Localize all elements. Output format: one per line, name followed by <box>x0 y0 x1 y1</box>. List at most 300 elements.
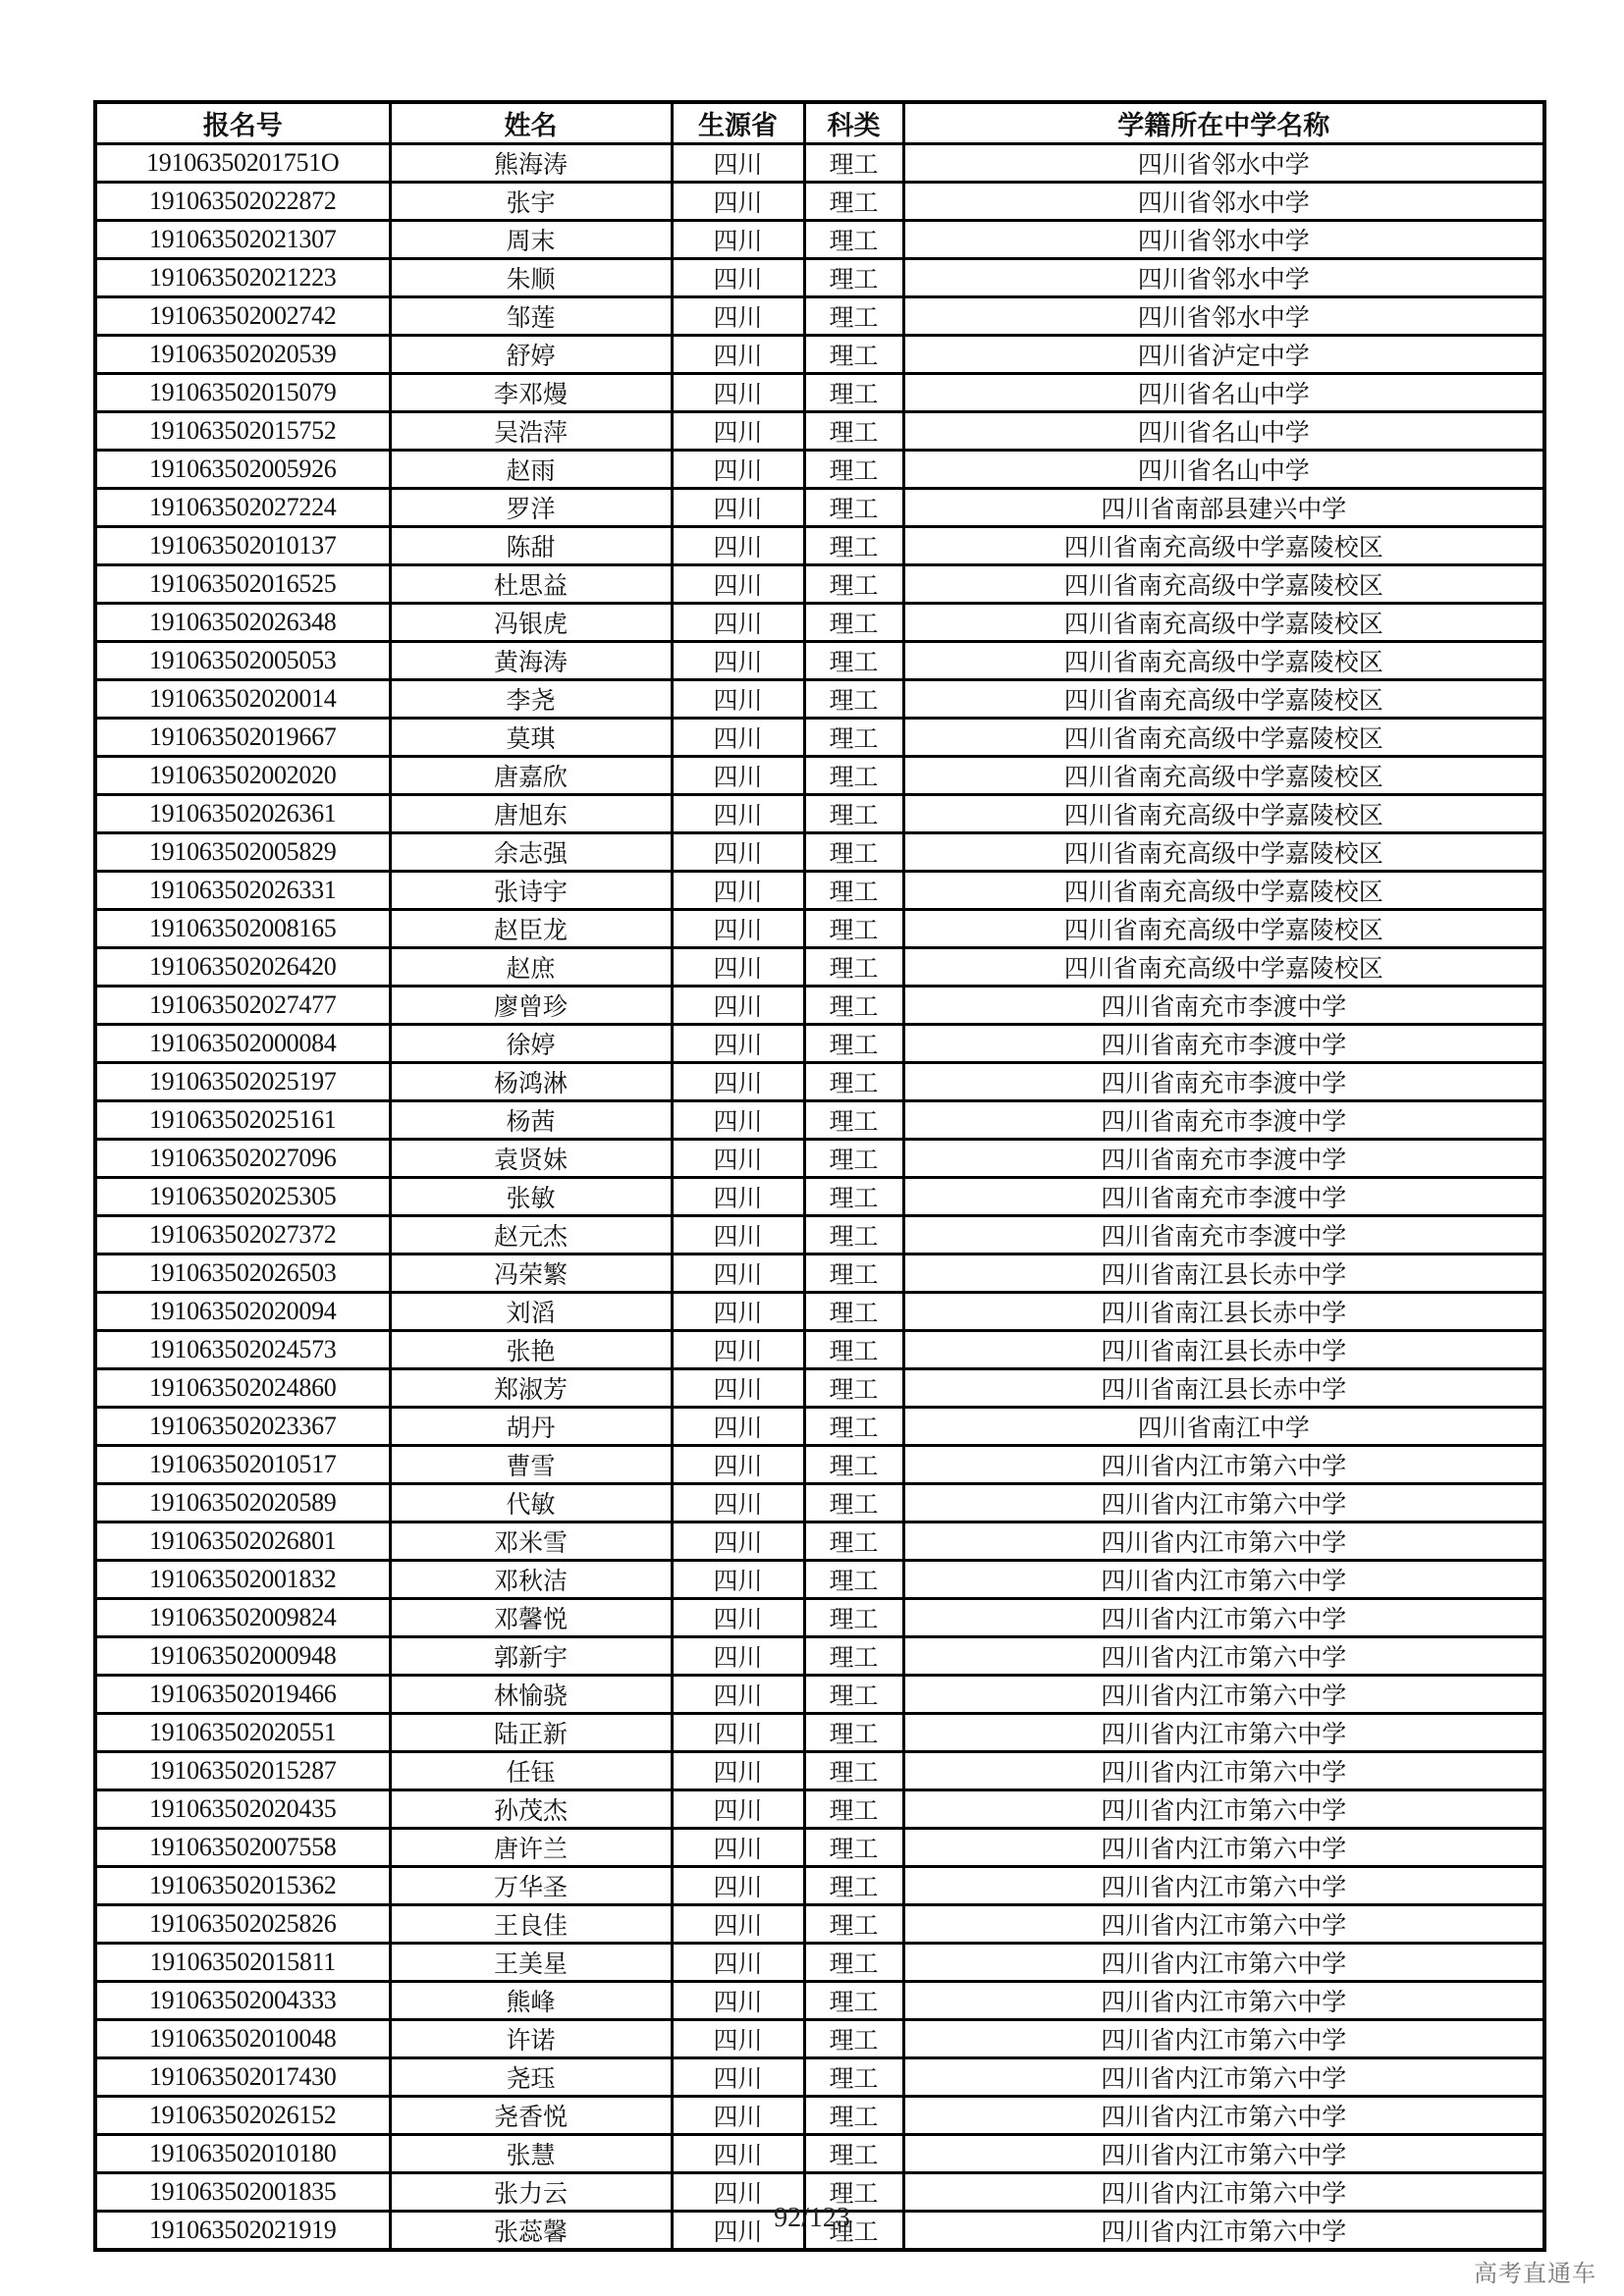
subject-category-cell: 理工 <box>804 680 903 719</box>
subject-category-cell: 理工 <box>804 1637 903 1676</box>
table-row <box>95 872 1544 910</box>
student-name-cell: 尧珏 <box>390 2058 672 2097</box>
student-name-cell: 朱顺 <box>390 259 672 297</box>
registration-number-cell: 191063502022872 <box>95 183 390 221</box>
student-name-cell: 张敏 <box>390 1178 672 1216</box>
student-name-cell: 王良佳 <box>390 1905 672 1944</box>
source-province-cell: 四川 <box>672 1944 804 1982</box>
school-name-cell: 四川省名山中学 <box>903 412 1544 451</box>
registration-number-cell: 191063502002742 <box>95 297 390 336</box>
table-row <box>95 1637 1544 1676</box>
student-name-cell: 邓米雪 <box>390 1522 672 1561</box>
student-name-cell: 孙茂杰 <box>390 1790 672 1829</box>
registration-number-cell: 191063502020551 <box>95 1714 390 1752</box>
school-name-cell: 四川省南充市李渡中学 <box>903 1025 1544 1063</box>
student-name-cell: 赵臣龙 <box>390 910 672 948</box>
subject-category-cell: 理工 <box>804 1484 903 1522</box>
table-row <box>95 987 1544 1025</box>
source-province-cell: 四川 <box>672 1676 804 1714</box>
source-province-cell: 四川 <box>672 1829 804 1867</box>
student-name-cell: 张蕊馨 <box>390 2212 672 2251</box>
registration-number-cell: 191063502008165 <box>95 910 390 948</box>
registration-number-cell: 191063502025161 <box>95 1101 390 1140</box>
subject-category-cell: 理工 <box>804 144 903 183</box>
source-province-cell: 四川 <box>672 451 804 489</box>
registration-number-cell: 191063502027372 <box>95 1216 390 1255</box>
source-province-cell: 四川 <box>672 2173 804 2212</box>
source-province-cell: 四川 <box>672 1867 804 1905</box>
source-province-cell: 四川 <box>672 795 804 833</box>
school-name-cell: 四川省南充市李渡中学 <box>903 1178 1544 1216</box>
table-row <box>95 1140 1544 1178</box>
table-row <box>95 1676 1544 1714</box>
school-name-cell: 四川省南江中学 <box>903 1408 1544 1446</box>
student-name-cell: 黄海涛 <box>390 642 672 680</box>
student-name-cell: 冯荣繁 <box>390 1255 672 1293</box>
subject-category-cell: 理工 <box>804 221 903 259</box>
student-name-cell: 赵元杰 <box>390 1216 672 1255</box>
table-row <box>95 527 1544 565</box>
subject-category-cell: 理工 <box>804 1408 903 1446</box>
school-name-cell: 四川省内江市第六中学 <box>903 1561 1544 1599</box>
header-source-province: 生源省 <box>672 102 804 144</box>
source-province-cell: 四川 <box>672 1408 804 1446</box>
subject-category-cell: 理工 <box>804 642 903 680</box>
registration-number-cell: 191063502020435 <box>95 1790 390 1829</box>
student-name-cell: 郑淑芳 <box>390 1369 672 1408</box>
school-name-cell: 四川省泸定中学 <box>903 336 1544 374</box>
school-name-cell: 四川省南充市李渡中学 <box>903 1216 1544 1255</box>
registration-number-cell: 191063502010517 <box>95 1446 390 1484</box>
subject-category-cell: 理工 <box>804 1369 903 1408</box>
source-province-cell: 四川 <box>672 1599 804 1637</box>
source-province-cell: 四川 <box>672 680 804 719</box>
subject-category-cell: 理工 <box>804 1331 903 1369</box>
subject-category-cell: 理工 <box>804 183 903 221</box>
subject-category-cell: 理工 <box>804 1829 903 1867</box>
registration-number-cell: 191063502004333 <box>95 1982 390 2020</box>
school-name-cell: 四川省邻水中学 <box>903 297 1544 336</box>
school-name-cell: 四川省南充市李渡中学 <box>903 1101 1544 1140</box>
source-province-cell: 四川 <box>672 2097 804 2135</box>
school-name-cell: 四川省内江市第六中学 <box>903 1752 1544 1790</box>
subject-category-cell: 理工 <box>804 2020 903 2058</box>
source-province-cell: 四川 <box>672 2020 804 2058</box>
subject-category-cell: 理工 <box>804 297 903 336</box>
student-name-cell: 周末 <box>390 221 672 259</box>
table-row <box>95 719 1544 757</box>
school-name-cell: 四川省内江市第六中学 <box>903 1599 1544 1637</box>
table-row <box>95 2020 1544 2058</box>
table-row <box>95 183 1544 221</box>
registration-number-cell: 191063502015079 <box>95 374 390 412</box>
school-name-cell: 四川省内江市第六中学 <box>903 2058 1544 2097</box>
admission-roster-table <box>93 100 1546 2252</box>
registration-number-cell: 191063502021223 <box>95 259 390 297</box>
subject-category-cell: 理工 <box>804 1522 903 1561</box>
student-name-cell: 胡丹 <box>390 1408 672 1446</box>
source-province-cell: 四川 <box>672 872 804 910</box>
student-name-cell: 张宇 <box>390 183 672 221</box>
source-province-cell: 四川 <box>672 1101 804 1140</box>
registration-number-cell: 191063502015811 <box>95 1944 390 1982</box>
registration-number-cell: 191063502010137 <box>95 527 390 565</box>
subject-category-cell: 理工 <box>804 1025 903 1063</box>
school-name-cell: 四川省南充高级中学嘉陵校区 <box>903 642 1544 680</box>
student-name-cell: 郭新宇 <box>390 1637 672 1676</box>
source-province-cell: 四川 <box>672 1255 804 1293</box>
student-name-cell: 罗洋 <box>390 489 672 527</box>
registration-number-cell: 191063502007558 <box>95 1829 390 1867</box>
subject-category-cell: 理工 <box>804 1676 903 1714</box>
registration-number-cell: 191063502016525 <box>95 565 390 604</box>
subject-category-cell: 理工 <box>804 1178 903 1216</box>
student-name-cell: 杜思益 <box>390 565 672 604</box>
student-name-cell: 赵庶 <box>390 948 672 987</box>
student-name-cell: 李邓熳 <box>390 374 672 412</box>
table-row <box>95 336 1544 374</box>
source-province-cell: 四川 <box>672 987 804 1025</box>
school-name-cell: 四川省内江市第六中学 <box>903 2020 1544 2058</box>
registration-number-cell: 191063502017430 <box>95 2058 390 2097</box>
registration-number-cell: 191063502024860 <box>95 1369 390 1408</box>
registration-number-cell: 191063502020094 <box>95 1293 390 1331</box>
school-name-cell: 四川省内江市第六中学 <box>903 1867 1544 1905</box>
source-province-cell: 四川 <box>672 1561 804 1599</box>
source-province-cell: 四川 <box>672 1369 804 1408</box>
school-name-cell: 四川省邻水中学 <box>903 221 1544 259</box>
registration-number-cell: 191063502002020 <box>95 757 390 795</box>
source-province-cell: 四川 <box>672 1178 804 1216</box>
school-name-cell: 四川省南充高级中学嘉陵校区 <box>903 795 1544 833</box>
registration-number-cell: 191063502019667 <box>95 719 390 757</box>
table-row <box>95 1752 1544 1790</box>
registration-number-cell: 191063502005926 <box>95 451 390 489</box>
student-name-cell: 徐婷 <box>390 1025 672 1063</box>
table-row <box>95 1255 1544 1293</box>
table-row <box>95 297 1544 336</box>
registration-number-cell: 191063502026503 <box>95 1255 390 1293</box>
table-row <box>95 1369 1544 1408</box>
school-name-cell: 四川省内江市第六中学 <box>903 2097 1544 2135</box>
school-name-cell: 四川省内江市第六中学 <box>903 1790 1544 1829</box>
student-name-cell: 许诺 <box>390 2020 672 2058</box>
subject-category-cell: 理工 <box>804 1790 903 1829</box>
source-province-cell: 四川 <box>672 1484 804 1522</box>
registration-number-cell: 191063502020589 <box>95 1484 390 1522</box>
school-name-cell: 四川省内江市第六中学 <box>903 1522 1544 1561</box>
student-name-cell: 尧香悦 <box>390 2097 672 2135</box>
subject-category-cell: 理工 <box>804 2135 903 2173</box>
school-name-cell: 四川省南江县长赤中学 <box>903 1293 1544 1331</box>
student-name-cell: 邹莲 <box>390 297 672 336</box>
subject-category-cell: 理工 <box>804 604 903 642</box>
subject-category-cell: 理工 <box>804 336 903 374</box>
registration-number-cell: 191063502015287 <box>95 1752 390 1790</box>
subject-category-cell: 理工 <box>804 565 903 604</box>
student-name-cell: 林愉骁 <box>390 1676 672 1714</box>
table-row <box>95 680 1544 719</box>
registration-number-cell: 191063502027224 <box>95 489 390 527</box>
registration-number-cell: 191063502015752 <box>95 412 390 451</box>
table-row <box>95 910 1544 948</box>
source-province-cell: 四川 <box>672 565 804 604</box>
table-row <box>95 1408 1544 1446</box>
registration-number-cell: 191063502026152 <box>95 2097 390 2135</box>
subject-category-cell: 理工 <box>804 2212 903 2251</box>
school-name-cell: 四川省南充高级中学嘉陵校区 <box>903 833 1544 872</box>
table-row <box>95 833 1544 872</box>
subject-category-cell: 理工 <box>804 719 903 757</box>
source-province-cell: 四川 <box>672 489 804 527</box>
table-row <box>95 221 1544 259</box>
student-name-cell: 张力云 <box>390 2173 672 2212</box>
student-name-cell: 邓秋洁 <box>390 1561 672 1599</box>
student-name-cell: 莫琪 <box>390 719 672 757</box>
source-province-cell: 四川 <box>672 1905 804 1944</box>
student-name-cell: 赵雨 <box>390 451 672 489</box>
subject-category-cell: 理工 <box>804 948 903 987</box>
registration-number-cell: 191063502019466 <box>95 1676 390 1714</box>
source-province-cell: 四川 <box>672 412 804 451</box>
table-row <box>95 795 1544 833</box>
table-row <box>95 1714 1544 1752</box>
table-body <box>95 144 1544 2251</box>
registration-number-cell: 191063502026801 <box>95 1522 390 1561</box>
student-name-cell: 李尧 <box>390 680 672 719</box>
school-name-cell: 四川省南充市李渡中学 <box>903 987 1544 1025</box>
registration-number-cell: 191063502026361 <box>95 795 390 833</box>
student-name-cell: 陈甜 <box>390 527 672 565</box>
student-name-cell: 吴浩萍 <box>390 412 672 451</box>
school-name-cell: 四川省内江市第六中学 <box>903 1944 1544 1982</box>
table-row <box>95 144 1544 183</box>
source-province-cell: 四川 <box>672 1522 804 1561</box>
registration-number-cell: 191063502026348 <box>95 604 390 642</box>
source-province-cell: 四川 <box>672 1063 804 1101</box>
table-row <box>95 2135 1544 2173</box>
school-name-cell: 四川省南充市李渡中学 <box>903 1063 1544 1101</box>
source-province-cell: 四川 <box>672 604 804 642</box>
source-province-cell: 四川 <box>672 757 804 795</box>
school-name-cell: 四川省南充市李渡中学 <box>903 1140 1544 1178</box>
student-name-cell: 唐嘉欣 <box>390 757 672 795</box>
registration-number-cell: 191063502005829 <box>95 833 390 872</box>
source-province-cell: 四川 <box>672 948 804 987</box>
page-number: 92/123 <box>774 2203 850 2233</box>
subject-category-cell: 理工 <box>804 2097 903 2135</box>
subject-category-cell: 理工 <box>804 1944 903 1982</box>
registration-number-cell: 191063502005053 <box>95 642 390 680</box>
school-name-cell: 四川省南充高级中学嘉陵校区 <box>903 719 1544 757</box>
source-province-cell: 四川 <box>672 1637 804 1676</box>
registration-number-cell: 191063502021307 <box>95 221 390 259</box>
header-subject-category: 科类 <box>804 102 903 144</box>
school-name-cell: 四川省内江市第六中学 <box>903 1484 1544 1522</box>
subject-category-cell: 理工 <box>804 1140 903 1178</box>
subject-category-cell: 理工 <box>804 910 903 948</box>
student-name-cell: 熊峰 <box>390 1982 672 2020</box>
source-province-cell: 四川 <box>672 259 804 297</box>
table-row <box>95 451 1544 489</box>
source-province-cell: 四川 <box>672 1982 804 2020</box>
student-name-cell: 舒婷 <box>390 336 672 374</box>
school-name-cell: 四川省南江县长赤中学 <box>903 1369 1544 1408</box>
table-row <box>95 948 1544 987</box>
table-row <box>95 1063 1544 1101</box>
student-name-cell: 王美星 <box>390 1944 672 1982</box>
school-name-cell: 四川省内江市第六中学 <box>903 1982 1544 2020</box>
student-name-cell: 杨鸿淋 <box>390 1063 672 1101</box>
registration-number-cell: 191063502001835 <box>95 2173 390 2212</box>
source-province-cell: 四川 <box>672 144 804 183</box>
table-row <box>95 1905 1544 1944</box>
student-name-cell: 刘滔 <box>390 1293 672 1331</box>
school-name-cell: 四川省邻水中学 <box>903 144 1544 183</box>
registration-number-cell: 191063502023367 <box>95 1408 390 1446</box>
student-name-cell: 袁贤妹 <box>390 1140 672 1178</box>
table-row <box>95 1867 1544 1905</box>
watermark-logo-text: 高考直通车 <box>1474 2260 1597 2287</box>
source-province-cell: 四川 <box>672 833 804 872</box>
header-name: 姓名 <box>390 102 672 144</box>
student-name-cell: 万华圣 <box>390 1867 672 1905</box>
school-name-cell: 四川省内江市第六中学 <box>903 2173 1544 2212</box>
registration-number-cell: 191063502024573 <box>95 1331 390 1369</box>
source-province-cell: 四川 <box>672 1331 804 1369</box>
registration-number-cell: 191063502001832 <box>95 1561 390 1599</box>
subject-category-cell: 理工 <box>804 2058 903 2097</box>
school-name-cell: 四川省邻水中学 <box>903 259 1544 297</box>
subject-category-cell: 理工 <box>804 757 903 795</box>
school-name-cell: 四川省名山中学 <box>903 374 1544 412</box>
source-province-cell: 四川 <box>672 1025 804 1063</box>
source-province-cell: 四川 <box>672 642 804 680</box>
subject-category-cell: 理工 <box>804 833 903 872</box>
table-row <box>95 1790 1544 1829</box>
registration-number-cell: 191063502027477 <box>95 987 390 1025</box>
subject-category-cell: 理工 <box>804 489 903 527</box>
registration-number-cell: 19106350201751O <box>95 144 390 183</box>
subject-category-cell: 理工 <box>804 1216 903 1255</box>
header-registration-number: 报名号 <box>95 102 390 144</box>
table-row <box>95 1101 1544 1140</box>
school-name-cell: 四川省内江市第六中学 <box>903 1676 1544 1714</box>
subject-category-cell: 理工 <box>804 1561 903 1599</box>
registration-number-cell: 191063502010048 <box>95 2020 390 2058</box>
table-row <box>95 642 1544 680</box>
subject-category-cell: 理工 <box>804 872 903 910</box>
source-province-cell: 四川 <box>672 221 804 259</box>
registration-number-cell: 191063502025197 <box>95 1063 390 1101</box>
table-row <box>95 1522 1544 1561</box>
table-row <box>95 604 1544 642</box>
table-header-row <box>95 102 1544 144</box>
registration-number-cell: 191063502027096 <box>95 1140 390 1178</box>
subject-category-cell: 理工 <box>804 527 903 565</box>
student-name-cell: 唐旭东 <box>390 795 672 833</box>
source-province-cell: 四川 <box>672 2058 804 2097</box>
school-name-cell: 四川省名山中学 <box>903 451 1544 489</box>
table-row <box>95 1561 1544 1599</box>
school-name-cell: 四川省南充高级中学嘉陵校区 <box>903 757 1544 795</box>
table-row <box>95 1293 1544 1331</box>
subject-category-cell: 理工 <box>804 1293 903 1331</box>
subject-category-cell: 理工 <box>804 1446 903 1484</box>
registration-number-cell: 191063502025826 <box>95 1905 390 1944</box>
school-name-cell: 四川省南充高级中学嘉陵校区 <box>903 872 1544 910</box>
subject-category-cell: 理工 <box>804 1752 903 1790</box>
registration-number-cell: 191063502021919 <box>95 2212 390 2251</box>
registration-number-cell: 191063502020539 <box>95 336 390 374</box>
table-row <box>95 412 1544 451</box>
subject-category-cell: 理工 <box>804 1101 903 1140</box>
source-province-cell: 四川 <box>672 1714 804 1752</box>
subject-category-cell: 理工 <box>804 2173 903 2212</box>
subject-category-cell: 理工 <box>804 1982 903 2020</box>
student-name-cell: 邓馨悦 <box>390 1599 672 1637</box>
subject-category-cell: 理工 <box>804 1867 903 1905</box>
student-name-cell: 曹雪 <box>390 1446 672 1484</box>
source-province-cell: 四川 <box>672 2212 804 2251</box>
table-row <box>95 1446 1544 1484</box>
table-row <box>95 2058 1544 2097</box>
student-name-cell: 唐许兰 <box>390 1829 672 1867</box>
school-name-cell: 四川省南充高级中学嘉陵校区 <box>903 948 1544 987</box>
registration-number-cell: 191063502026331 <box>95 872 390 910</box>
source-province-cell: 四川 <box>672 183 804 221</box>
table-row <box>95 1944 1544 1982</box>
school-name-cell: 四川省内江市第六中学 <box>903 2212 1544 2251</box>
registration-number-cell: 191063502009824 <box>95 1599 390 1637</box>
table-row <box>95 1178 1544 1216</box>
source-province-cell: 四川 <box>672 374 804 412</box>
student-name-cell: 冯银虎 <box>390 604 672 642</box>
registration-number-cell: 191063502025305 <box>95 1178 390 1216</box>
source-province-cell: 四川 <box>672 1140 804 1178</box>
school-name-cell: 四川省邻水中学 <box>903 183 1544 221</box>
registration-number-cell: 191063502015362 <box>95 1867 390 1905</box>
subject-category-cell: 理工 <box>804 795 903 833</box>
source-province-cell: 四川 <box>672 1216 804 1255</box>
subject-category-cell: 理工 <box>804 1714 903 1752</box>
table-row <box>95 1484 1544 1522</box>
subject-category-cell: 理工 <box>804 259 903 297</box>
source-province-cell: 四川 <box>672 1446 804 1484</box>
school-name-cell: 四川省内江市第六中学 <box>903 1446 1544 1484</box>
table-row <box>95 1599 1544 1637</box>
subject-category-cell: 理工 <box>804 374 903 412</box>
table-row <box>95 259 1544 297</box>
school-name-cell: 四川省内江市第六中学 <box>903 1637 1544 1676</box>
subject-category-cell: 理工 <box>804 1063 903 1101</box>
student-name-cell: 任钰 <box>390 1752 672 1790</box>
table-row <box>95 757 1544 795</box>
source-province-cell: 四川 <box>672 1293 804 1331</box>
source-province-cell: 四川 <box>672 1752 804 1790</box>
table-row <box>95 2097 1544 2135</box>
source-province-cell: 四川 <box>672 1790 804 1829</box>
subject-category-cell: 理工 <box>804 987 903 1025</box>
school-name-cell: 四川省南充高级中学嘉陵校区 <box>903 527 1544 565</box>
school-name-cell: 四川省南充高级中学嘉陵校区 <box>903 565 1544 604</box>
student-name-cell: 代敏 <box>390 1484 672 1522</box>
school-name-cell: 四川省内江市第六中学 <box>903 1829 1544 1867</box>
table-row <box>95 1829 1544 1867</box>
student-name-cell: 杨茜 <box>390 1101 672 1140</box>
school-name-cell: 四川省内江市第六中学 <box>903 1714 1544 1752</box>
registration-number-cell: 191063502026420 <box>95 948 390 987</box>
